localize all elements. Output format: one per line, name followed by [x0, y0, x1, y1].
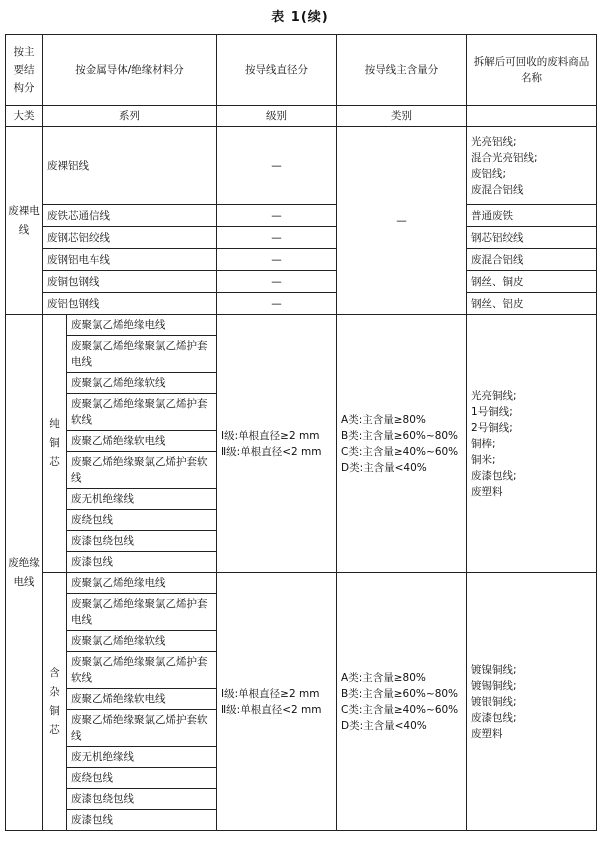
level-cell: —: [217, 293, 337, 315]
series-cell: 废聚氯乙烯绝缘电线: [67, 315, 217, 336]
header-material: 按金属导体/绝缘材料分: [43, 35, 217, 106]
product-item: 废混合铝线: [471, 183, 524, 196]
level-cell: —: [217, 127, 337, 205]
series-cell: 废聚乙烯绝缘聚氯乙烯护套软线: [67, 710, 217, 747]
series-cell: 废聚氯乙烯绝缘电线: [67, 573, 217, 594]
cat-empty: [467, 106, 597, 127]
level-cell: —: [217, 227, 337, 249]
series-cell: 废聚乙烯绝缘软电线: [67, 689, 217, 710]
table-caption: 表 1(续): [271, 10, 329, 25]
table-row: [6, 127, 597, 205]
table-row: [6, 293, 597, 315]
series-cell: 废裸铝线: [43, 127, 217, 205]
product-item: 废塑料: [471, 485, 503, 498]
series-cell: 废漆包绕包线: [67, 531, 217, 552]
products-cell: 钢丝、铝皮: [467, 293, 597, 315]
classification-table: [5, 34, 597, 831]
level-item: Ⅰ级:单根直径≥2 mm: [221, 429, 320, 442]
series-cell: 废聚氯乙烯绝缘软线: [67, 373, 217, 394]
product-item: 光亮铜线;: [471, 389, 517, 402]
product-item: 镀银铜线;: [471, 695, 517, 708]
series-cell: 废无机绝缘线: [67, 747, 217, 768]
series-cell: 废聚氯乙烯绝缘聚氯乙烯护套软线: [67, 394, 217, 431]
series-cell: 废漆包绕包线: [67, 789, 217, 810]
content-item: A类:主含量≥80%: [341, 413, 426, 426]
series-cell: 废铁芯通信线: [43, 205, 217, 227]
table-row: [6, 271, 597, 293]
product-item: 1号铜线;: [471, 405, 513, 418]
product-item: 镀锡铜线;: [471, 679, 517, 692]
content-item: B类:主含量≥60%~80%: [341, 429, 459, 442]
series-cell: 废聚氯乙烯绝缘聚氯乙烯护套电线: [67, 336, 217, 373]
series-cell: 废绕包线: [67, 510, 217, 531]
content-item: A类:主含量≥80%: [341, 671, 426, 684]
products-cell: 普通废铁: [467, 205, 597, 227]
product-item: 光亮铝线;: [471, 135, 517, 148]
header-row: [6, 35, 597, 106]
cat-major: 大类: [6, 106, 43, 127]
products-cell: [467, 127, 597, 205]
table-row: [6, 315, 597, 336]
series-cell: 废铜包钢线: [43, 271, 217, 293]
level-item: Ⅱ级:单根直径<2 mm: [221, 445, 322, 458]
level-cell: —: [217, 205, 337, 227]
level-cell: —: [217, 249, 337, 271]
product-item: 混合光亮铝线;: [471, 151, 538, 164]
product-item: 废塑料: [471, 727, 503, 740]
series-cell: 废漆包线: [67, 552, 217, 573]
product-item: 铜米;: [471, 453, 496, 466]
header-structure: 按主要结构分: [6, 35, 43, 106]
series-cell: 废铝包钢线: [43, 293, 217, 315]
table-row: [6, 205, 597, 227]
table-row: [6, 573, 597, 594]
series-cell: 废无机绝缘线: [67, 489, 217, 510]
level-cell: —: [217, 271, 337, 293]
content-cell: [337, 315, 467, 573]
series-cell: 废聚乙烯绝缘聚氯乙烯护套软线: [67, 452, 217, 489]
series-cell: 废钢铝电车线: [43, 249, 217, 271]
level-item: Ⅰ级:单根直径≥2 mm: [221, 687, 320, 700]
series-cell: 废聚氯乙烯绝缘软线: [67, 631, 217, 652]
table-row: [6, 249, 597, 271]
product-item: 废漆包线;: [471, 469, 517, 482]
category-row: [6, 106, 597, 127]
series-cell: 废绕包线: [67, 768, 217, 789]
header-content: 按导线主含量分: [337, 35, 467, 106]
cat-type: 类别: [337, 106, 467, 127]
level-item: Ⅱ级:单根直径<2 mm: [221, 703, 322, 716]
product-item: 废漆包线;: [471, 711, 517, 724]
content-item: C类:主含量≥40%~60%: [341, 445, 459, 458]
product-item: 2号铜线;: [471, 421, 513, 434]
series-cell: 废钢芯铝绞线: [43, 227, 217, 249]
series-cell: 废聚氯乙烯绝缘聚氯乙烯护套软线: [67, 652, 217, 689]
cat-series: 系列: [43, 106, 217, 127]
series-cell: 废聚乙烯绝缘软电线: [67, 431, 217, 452]
product-item: 铜棒;: [471, 437, 496, 450]
subgroup-pure-copper: 纯铜芯: [43, 315, 67, 573]
series-cell: 废漆包线: [67, 810, 217, 831]
level-cell: [217, 573, 337, 831]
table-row: [6, 227, 597, 249]
product-item: 镀镍铜线;: [471, 663, 517, 676]
series-cell: 废聚氯乙烯绝缘聚氯乙烯护套电线: [67, 594, 217, 631]
level-cell: [217, 315, 337, 573]
group-bare-wire: 废裸电线: [6, 127, 43, 315]
products-cell: [467, 315, 597, 573]
header-products: 拆解后可回收的废料商品名称: [467, 35, 597, 106]
group-insulated-wire: 废绝缘电线: [6, 315, 43, 831]
content-item: D类:主含量<40%: [341, 719, 427, 732]
content-item: D类:主含量<40%: [341, 461, 427, 474]
cat-level: 级别: [217, 106, 337, 127]
content-cell: —: [337, 127, 467, 315]
content-cell: [337, 573, 467, 831]
header-diameter: 按导线直径分: [217, 35, 337, 106]
content-item: C类:主含量≥40%~60%: [341, 703, 459, 716]
products-cell: 钢芯铝绞线: [467, 227, 597, 249]
products-cell: [467, 573, 597, 831]
subgroup-mixed-copper: 含杂铜芯: [43, 573, 67, 831]
products-cell: 钢丝、铜皮: [467, 271, 597, 293]
products-cell: 废混合铝线: [467, 249, 597, 271]
product-item: 废铝线;: [471, 167, 507, 180]
content-item: B类:主含量≥60%~80%: [341, 687, 459, 700]
